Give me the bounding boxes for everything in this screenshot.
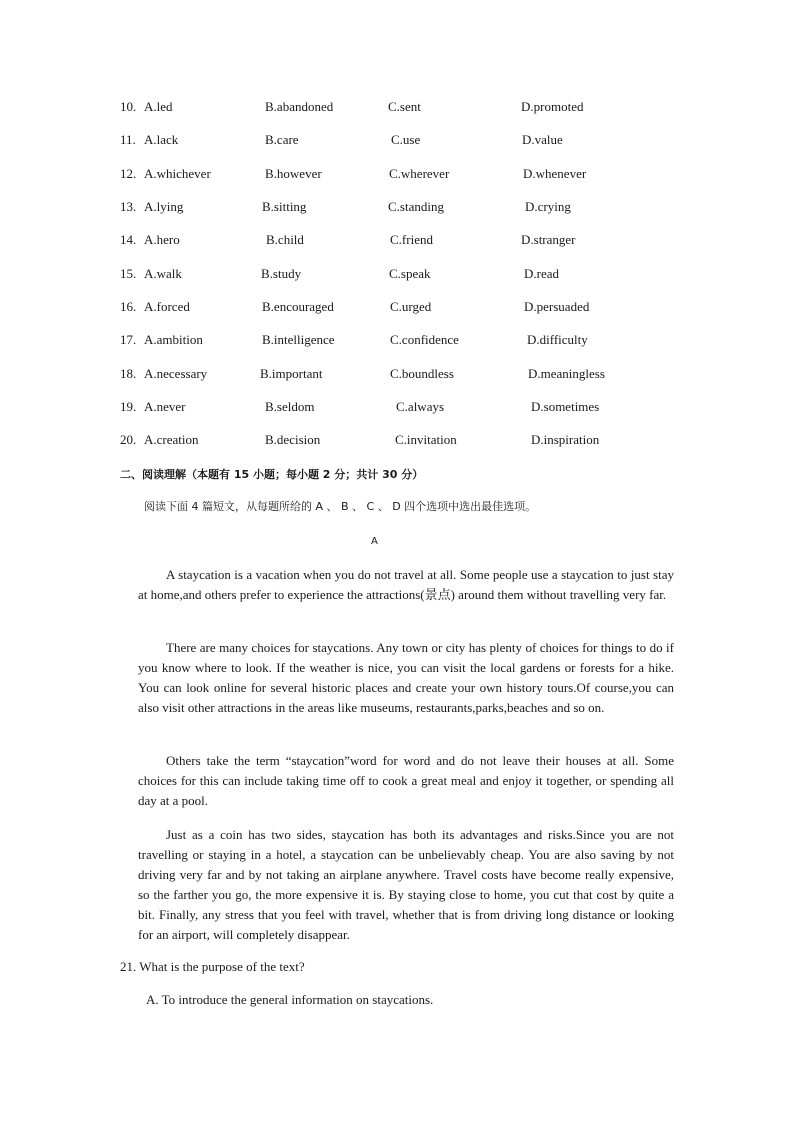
option-a: A.lack (144, 132, 179, 147)
question-21: 21. What is the purpose of the text? (120, 959, 305, 974)
option-c: C.speak (389, 266, 431, 281)
option-c: C.boundless (390, 366, 454, 381)
option-b: B.intelligence (262, 332, 335, 347)
option-d: D.whenever (523, 166, 587, 181)
cloze-question (0, 431, 794, 449)
passage-label: A (371, 536, 378, 547)
option-c: C.use (391, 132, 421, 147)
option-d: D.sometimes (531, 399, 600, 414)
passage-paragraph: Just as a coin has two sides, staycation has both its advantages and risks.Since you are not travelling or staying in a hotel, a staycation can be unbelievably cheap. You are also saving by not driving very far and by not taking an airplane anywhere. Travel costs have become really expensive, so the farther you go, the more expensive it is. By staying close to home, you cut that cost by quite a bit. Finally, any stress that you feel with travel, whether that is from driving long distance or looking for an airport, will completely disappear. (138, 827, 674, 942)
question-number: 20. (120, 432, 137, 447)
cloze-question (0, 265, 794, 283)
option-d: D.meaningless (528, 366, 605, 381)
option-d: D.inspiration (531, 432, 600, 447)
question-number: 12. (120, 166, 137, 181)
cloze-question (0, 98, 794, 116)
option-c: C.wherever (389, 166, 450, 181)
option-a: A.forced (144, 299, 190, 314)
cloze-question (0, 131, 794, 149)
option-d: D.read (524, 266, 560, 281)
option-c: C.always (396, 399, 445, 414)
cloze-question (0, 198, 794, 216)
option-a: A.led (144, 99, 173, 114)
cloze-question (0, 231, 794, 249)
question-number: 14. (120, 232, 137, 247)
question-number: 16. (120, 299, 137, 314)
option-b: B.encouraged (262, 299, 334, 314)
cloze-question (0, 331, 794, 349)
option-a: A.lying (144, 199, 184, 214)
option-d: D.crying (525, 199, 571, 214)
option-b: B.abandoned (265, 99, 334, 114)
option-a: A.whichever (144, 166, 211, 181)
option-b: B.care (265, 132, 299, 147)
passage-paragraph: There are many choices for staycations. Any town or city has plenty of choices for things to do if you know where to look. If the weather is nice, you can visit the local gardens or forests for a hike. You can look online for several historic places and create your own history tours.Of course,you can also visit other attractions in the areas like museums, restaurants,parks,beaches and so on. (138, 640, 674, 715)
question-number: 19. (120, 399, 137, 414)
option-c: C.standing (388, 199, 444, 214)
option-c: C.friend (390, 232, 433, 247)
section-title: 二、阅读理解（本题有 15 小题；每小题 2 分；共计 30 分） (120, 468, 424, 481)
cloze-question (0, 165, 794, 183)
cloze-question (0, 298, 794, 316)
option-b: B.seldom (265, 399, 315, 414)
cloze-question (0, 398, 794, 416)
section-instruction: 阅读下面 4 篇短文，从每题所给的 A 、 B 、 C 、 D 四个选项中选出最佳选项。 (144, 500, 537, 513)
option-a: A.never (144, 399, 186, 414)
option-b: B.child (266, 232, 304, 247)
question-number: 13. (120, 199, 137, 214)
option-c: C.invitation (395, 432, 457, 447)
passage-paragraph: Others take the term “staycation”word for word and do not leave their houses at all. Some choices for this can include taking time off to cook a great meal and enjoy it together, or spending all day at a pool. (138, 753, 674, 808)
question-number: 18. (120, 366, 137, 381)
cloze-question (0, 365, 794, 383)
option-b: B.study (261, 266, 302, 281)
option-d: D.persuaded (524, 299, 590, 314)
option-b: B.sitting (262, 199, 307, 214)
question-number: 10. (120, 99, 137, 114)
option-c: C.urged (390, 299, 432, 314)
question-21-option-a: A. To introduce the general information on staycations. (146, 992, 434, 1007)
option-a: A.ambition (144, 332, 203, 347)
option-b: B.important (260, 366, 323, 381)
option-c: C.sent (388, 99, 421, 114)
option-a: A.necessary (144, 366, 208, 381)
question-number: 11. (120, 132, 136, 147)
option-c: C.confidence (390, 332, 459, 347)
option-d: D.promoted (521, 99, 584, 114)
option-b: B.however (265, 166, 322, 181)
option-a: A.hero (144, 232, 180, 247)
option-a: A.creation (144, 432, 199, 447)
question-number: 15. (120, 266, 137, 281)
question-number: 17. (120, 332, 137, 347)
passage-paragraph: A staycation is a vacation when you do not travel at all. Some people use a staycation to just stay at home,and others prefer to experience the attractions(景点) around them without travelling very far. (138, 567, 674, 602)
option-d: D.stranger (521, 232, 576, 247)
option-a: A.walk (144, 266, 182, 281)
option-b: B.decision (265, 432, 321, 447)
option-d: D.difficulty (527, 332, 588, 347)
option-d: D.value (522, 132, 563, 147)
